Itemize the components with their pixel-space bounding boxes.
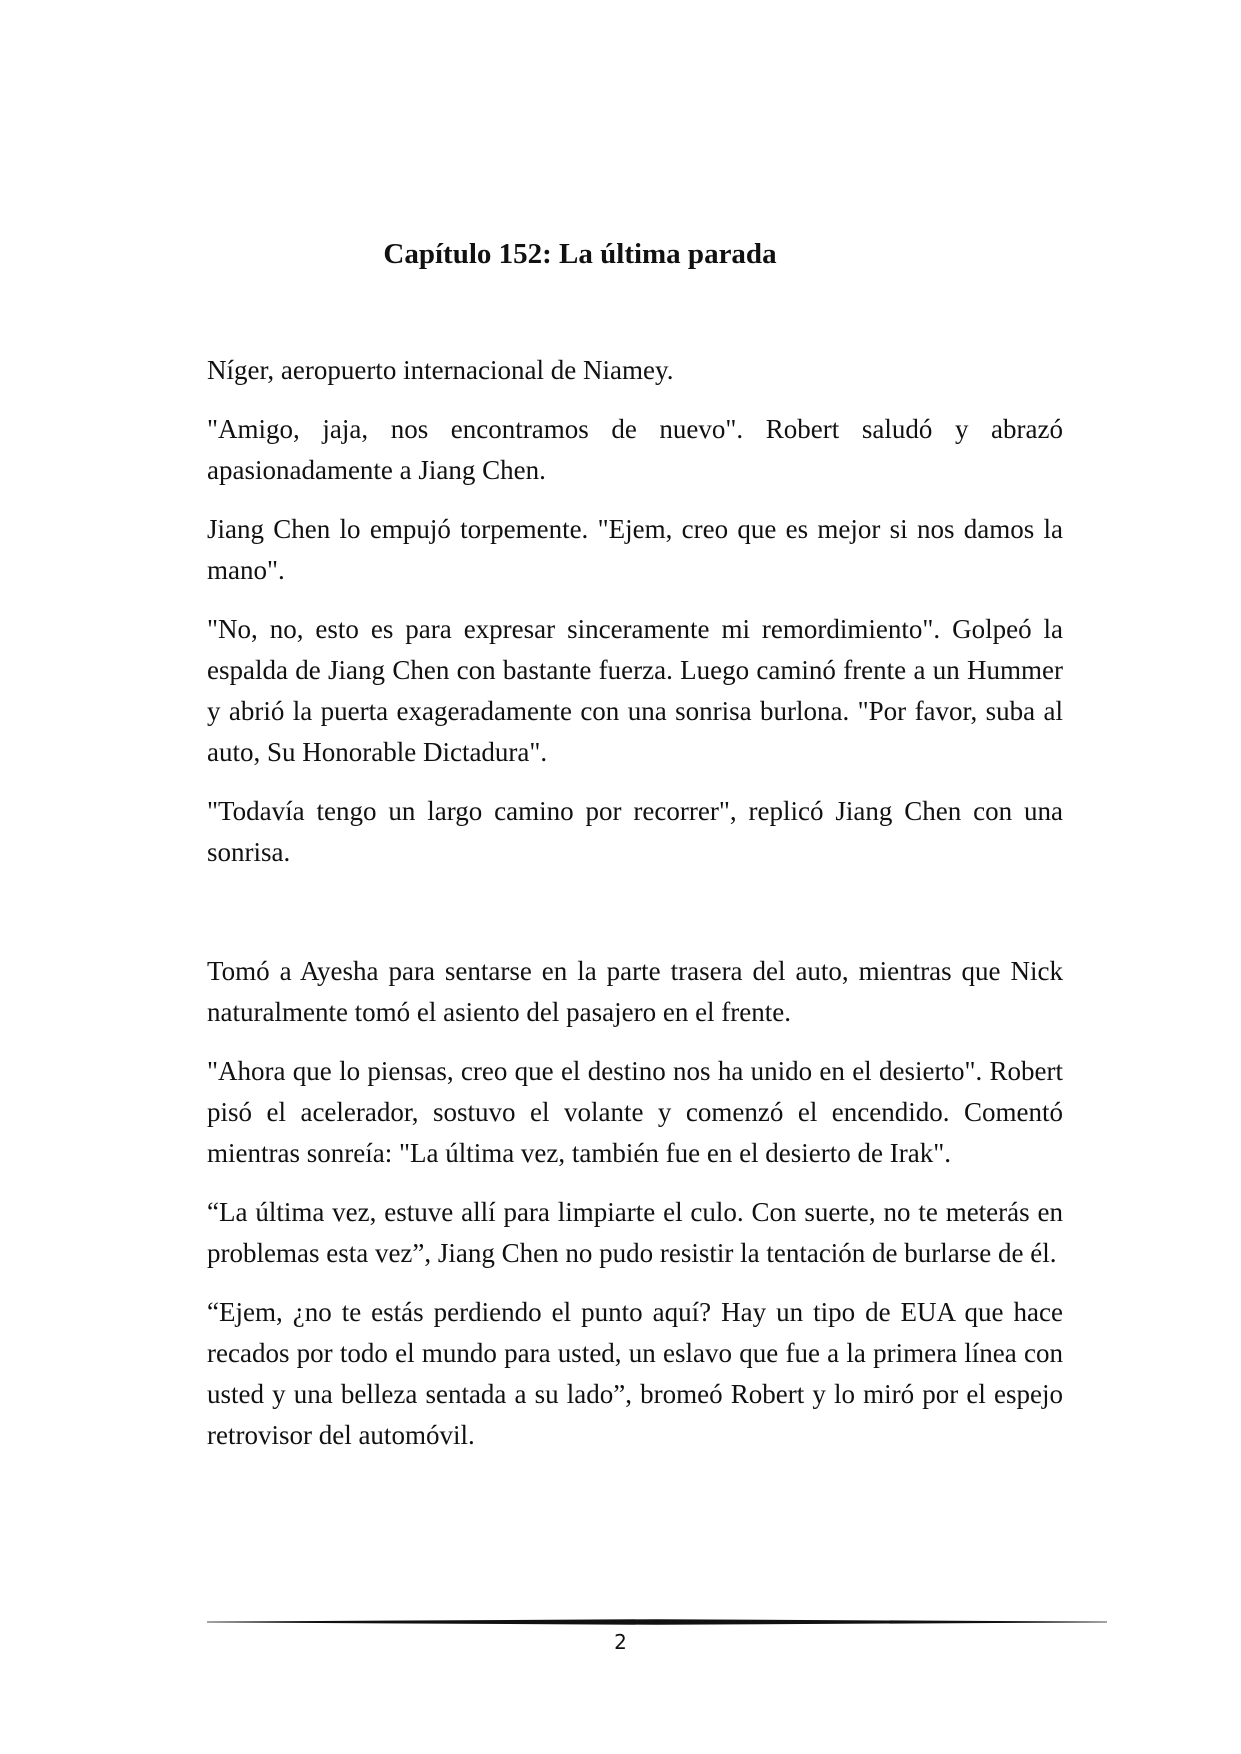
paragraph: Jiang Chen lo empujó torpemente. "Ejem, creo que es mejor si nos damos la mano". <box>207 514 1063 585</box>
paragraph: Tomó a Ayesha para sentarse en la parte trasera del auto, mientras que Nick naturalmente tomó el asiento del pasajero en el frente. <box>207 956 1063 1027</box>
paragraph: "No, no, esto es para expresar sinceramente mi remordimiento". Golpeó la espalda de Jiang Chen con bastante fuerza. Luego caminó frente a un Hummer y abrió la puerta exageradamente con una sonrisa burlona. "Por favor, suba al auto, Su Honorable Dictadura". <box>207 614 1063 767</box>
paragraph: "Ahora que lo piensas, creo que el destino nos ha unido en el desierto". Robert pisó el acelerador, sostuvo el volante y comenzó el encendido. Comentó mientras sonreía: "La última vez, también fue en el desierto de Irak". <box>207 1056 1063 1168</box>
paragraph: “Ejem, ¿no te estás perdiendo el punto aquí? Hay un tipo de EUA que hace recados por todo el mundo para usted, un eslavo que fue a la primera línea con usted y una belleza sentada a su lado”, bromeó Robert y lo miró por el espejo retrovisor del automóvil. <box>207 1297 1063 1450</box>
paragraph: Níger, aeropuerto internacional de Niamey. <box>207 355 674 385</box>
footer-divider <box>207 1617 1107 1627</box>
page-number: 2 <box>614 1630 627 1654</box>
paragraph: "Amigo, jaja, nos encontramos de nuevo". Robert saludó y abrazó apasionadamente a Jiang Chen. <box>207 414 1063 485</box>
paragraph: “La última vez, estuve allí para limpiarte el culo. Con suerte, no te meterás en problemas esta vez”, Jiang Chen no pudo resistir la tentación de burlarse de él. <box>207 1197 1063 1268</box>
chapter-title: Capítulo 152: La última parada <box>383 238 777 270</box>
chapter-body <box>207 350 1063 1474</box>
paragraph: "Todavía tengo un largo camino por recorrer", replicó Jiang Chen con una sonrisa. <box>207 796 1063 867</box>
